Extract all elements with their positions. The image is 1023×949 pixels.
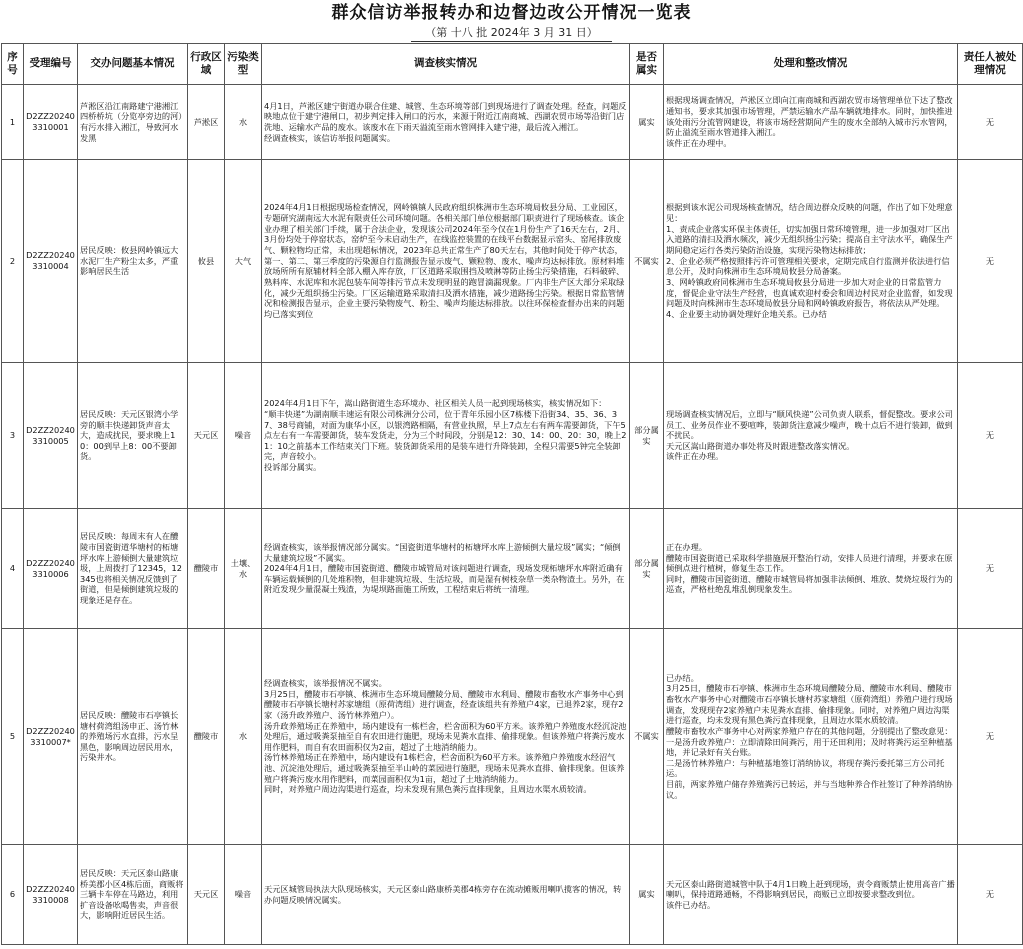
cell-code: D2ZZ202403310001 xyxy=(24,85,78,160)
table-row xyxy=(2,845,1023,945)
investigation-text: 4月1日，芦淞区建宁街道办联合住建、城管、生态环境等部门到现场进行了调查处理。经查，问题反映地点位于建宁港闸口，初步判定排入闸口的污水，来源于附近江南商城、西湖农贸市场等沿街门店洗地、运输水产品的废水。该废水在下雨天溢流至雨水管网排入建宁港，最后流入湘江。 经调查核实，该信访举报问题属实。 xyxy=(264,100,627,143)
cell-code: D2ZZ202403310006 xyxy=(24,509,78,629)
cell-area: 攸县 xyxy=(188,160,225,363)
table-header-row xyxy=(2,44,1023,85)
table-row xyxy=(2,509,1023,629)
cell-code: D2ZZ202403310004 xyxy=(24,160,78,363)
header-fact: 是否属实 xyxy=(630,44,664,85)
cell-seq: 1 xyxy=(2,85,24,160)
cell-type: 水 xyxy=(225,85,262,160)
handling-text: 天元区泰山路街道城管中队于4月1日晚上赶到现场，责令商贩禁止使用高音广播喇叭，保持道路通畅，不得影响到居民，商贩已立即按要求整改到位。 该件已办结。 xyxy=(666,878,955,910)
cell-investigation xyxy=(262,629,630,845)
cell-investigation xyxy=(262,85,630,160)
cell-handling xyxy=(664,85,958,160)
header-area: 行政区域 xyxy=(188,44,225,85)
investigation-text: 2024年4月1日下午，嵩山路街道生态环境办、社区相关人员一起到现场核实，核实情况如下： “顺丰快递”为湖南顺丰速运有限公司株洲分公司，位于青年乐园小区7栋楼下沿街34、35、36、37、38号商铺，对面为康华小区，以银湾路相隔，有营业执照，早上7点左右有两车需要卸货，下午5点左右有一车需要卸货，装车发货走，分为三个时间段，分别是12：30、14：00、20：30，晚上21：10之前基本工作结束关门下班。装货卸货采用的是装车进行升降装卸，全程只需要5钟完全装卸完，声音较小。 投诉部分属实。 xyxy=(264,398,627,473)
cell-code: D2ZZ202403310008 xyxy=(24,845,78,945)
complaint-table xyxy=(1,43,1023,945)
cell-investigation xyxy=(262,363,630,509)
investigation-text: 2024年4月1日根据现场检查情况，网岭镇镇人民政府组织株洲市生态环境局攸县分局、工业园区，专题研究湖南远大水泥有限责任公司环境问题。各相关部门单位根据部门职责进行了现场核查。该企业办理了相关部门手续，属于合法企业，发现该公司2024年至今仅在1月份生产了16天左右，2月、3月份均处于停窑状态，窑炉至今未启动生产，在线监控装置的在线平台数据显示窑头、窑尾排放废气、颗粒物均正常，未出现超标情况，2023年总共正常生产了80天左右，其他时间处于停产状态，第一、第二、第三季度的污染源自行监测报告显示废气、颗粒物、废水、噪声均达标排放。原材料堆放场所所有原辅材料全部入棚入库存放，厂区道路采取围挡及喷淋等防止扬尘污染措施，石料破碎、熟料库、水泥库和水泥包装车间等排污节点未发现明显的跑冒滴漏现象。厂内非生产区大部分采取绿化，减少无组织扬尘污染。厂区运输道路采取清扫及洒水措施，减少道路扬尘污染。根据日常监管情况和检测报告显示，企业主要污染物废气、粉尘、噪声均能达标排放。以往环保检查督办出来的问题均已落实到位 xyxy=(264,202,625,319)
cell-type: 噪音 xyxy=(225,363,262,509)
cell-responsible: 无 xyxy=(958,509,1023,629)
cell-code: D2ZZ202403310005 xyxy=(24,363,78,509)
handling-text: 已办结。 3月25日，醴陵市石亭镇、株洲市生态环境局醴陵分局、醴陵市水利局、醴陵市畜牧水产事务中心对醴陵市石亭镇长塘村苏家塘组（原荷湾组）养殖户进行现场调查，发现现存2家养殖户未见粪水直排、偷排现象。同时，对养殖户周边沟渠进行巡查，均未发现有黑色粪污直排现象，且周边水渠水质较清。 醴陵市畜牧水产事务中心对两家养殖户存在的其他问题，分别提出了整改意见： 一是汤升政养殖户：立即清除田间粪污，用于还田利用；及时将粪污运至种植基地，并记录好有关台账。 二是汤竹林养殖户：与种植基地签订消纳协议，将现存粪污委托第三方公司托运。 目前，两家养殖户储存养殖粪污已转运，并与当地种养合作社签订了种养消纳协议。 xyxy=(666,672,953,800)
handling-text: 根据到该水泥公司现场核查情况，结合周边群众反映的问题，作出了如下处理意见： 1、责成企业落实环保主体责任，切实加强日常环境管理，进一步加强对厂区出入道路的清扫及洒水频次，减少无组织扬尘污染；提高自主守法水平，确保生产期间稳定运行各类污染防治设施，实现污染物达标排放； 2、企业必须严格按照排污许可管理相关要求，定期完成自行监测并依法进行信息公开，及时向株洲市生态环境局攸县分局备案。 3、网岭镇政府同株洲市生态环境局攸县分局进一步加大对企业的日常监管力度，督促企业守法生产经营，也真诚欢迎村委会和周边村民对企业监督，如发现问题及时向株洲市生态环境局攸县分局和网岭镇政府报告，将依法从严处理。 4、企业要主动协调处理好企地关系。已办结 xyxy=(666,202,953,319)
cell-fact: 不属实 xyxy=(630,629,664,845)
cell-problem: 居民反映：每周末有人在醴陵市国瓷街道华塘村的柘塘坪水库上游倾倒大量建筑垃圾，上周拨打了12345，12345也将相关情况反馈到了街道，但是倾倒建筑垃圾的现象还是存在。 xyxy=(78,509,188,629)
cell-handling xyxy=(664,160,958,363)
cell-investigation xyxy=(262,845,630,945)
cell-problem: 居民反映：醴陵市石亭镇长塘村荷湾组汤申正、汤竹林的养殖场污水直排，污水呈黑色，影响周边居民用水，污染井水。 xyxy=(78,629,188,845)
table-row xyxy=(2,85,1023,160)
cell-handling xyxy=(664,363,958,509)
batch-subtitle xyxy=(1,25,1022,41)
header-investigation: 调查核实情况 xyxy=(262,44,630,85)
document-title: 群众信访举报转办和边督边改公开情况一览表 xyxy=(331,3,692,23)
table-row xyxy=(2,629,1023,845)
cell-handling xyxy=(664,509,958,629)
cell-code: D2ZZ202403310007* xyxy=(24,629,78,845)
cell-fact: 部分属实 xyxy=(630,363,664,509)
header-seq: 序号 xyxy=(2,44,24,85)
cell-type: 水 xyxy=(225,629,262,845)
cell-type: 噪音 xyxy=(225,845,262,945)
header-type: 污染类型 xyxy=(225,44,262,85)
cell-responsible: 无 xyxy=(958,845,1023,945)
cell-responsible: 无 xyxy=(958,363,1023,509)
header-responsible: 责任人被处理情况 xyxy=(958,44,1023,85)
header-handling: 处理和整改情况 xyxy=(664,44,958,85)
cell-responsible: 无 xyxy=(958,85,1023,160)
document-page xyxy=(0,1,1023,949)
cell-seq: 3 xyxy=(2,363,24,509)
investigation-text: 经调查核实，该举报情况部分属实。“国瓷街道华塘村的柘塘坪水库上游倾倒大量垃圾”属实；“倾倒大量建筑垃圾”不属实。 2024年4月1日，醴陵市国瓷街道、醴陵市城管局对该问题进行调查，现场发现柘塘坪水库附近确有车辆运载倾倒的几处堆积物，但非建筑垃圾、生活垃圾，而是湿有树枝杂草一类杂物渣土。另外，在附近发现少量混凝土残渣，为堤坝路面施工所致，工程结束后将统一清理。 xyxy=(264,541,625,595)
batch-subtitle-text: （第 十八 批 2024年 3 月 31 日） xyxy=(411,25,611,42)
cell-seq: 5 xyxy=(2,629,24,845)
handling-text: 正在办理。 醴陵市国瓷街道已采取科学措施展开整治行动，安排人员进行清理，并要求在原倾倒点进行植树，修复生态工作。 同时，醴陵市国瓷街道、醴陵市城管局将加强非法倾倒、堆放、焚烧垃圾行为的巡查，严格杜绝乱堆乱倒现象发生。 xyxy=(666,541,953,595)
handling-text: 根据现场调查情况，芦淞区立即向江南商城和西湖农贸市场管理单位下达了整改通知书，要求其加强市场管理，严禁运输水产品车辆就地排水。同时，加快推进该处雨污分流管网建设，将该市场经营期间产生的废水全部纳入城市污水管网，防止溢流至雨水管道排入湘江。 该件正在办理中。 xyxy=(666,95,953,148)
cell-problem: 芦淞区沿江南路建宁港湘江四桥桥坑（分览亭旁边的河）有污水排入湘江，导致河水发黑 xyxy=(78,85,188,160)
cell-fact: 属实 xyxy=(630,85,664,160)
cell-area: 天元区 xyxy=(188,845,225,945)
cell-handling xyxy=(664,629,958,845)
cell-investigation xyxy=(262,509,630,629)
header-code: 受理编号 xyxy=(24,44,78,85)
investigation-text: 经调查核实，该举报情况不属实。 3月25日，醴陵市石亭镇、株洲市生态环境局醴陵分局、醴陵市水利局、醴陵市畜牧水产事务中心到醴陵市石亭镇长塘村苏家塘组（原荷湾组）进行调查，经查该组共有养殖户4家，已退养2家，现存2家（汤升政养殖户、汤竹林养殖户）。 汤升政养殖场正在养殖中，场内建设有一栋栏舍，栏舍面积为60平方米。该养殖户养殖废水经沉淀池处理后，通过吸粪泵抽至自有农田进行施肥，现场未见粪水直排、偷排现象。但该养殖户将粪污废水用作肥料，而自有农田面积仅为2亩，超过了土地消纳能力。 汤竹林养殖场正在养殖中，场内建设有1栋栏舍，栏舍面积为60平方米。该养殖户养殖废水经沼气池、沉淀池处理后，通过吸粪泵抽至半山岭的菜园进行施肥，现场未见粪水直排、偷排现象。但该养殖户将粪污废水用作肥料，而菜园面积仅为1亩，超过了土地消纳能力。 同时，对养殖户周边沟渠进行巡查，均未发现有黑色粪污直排现象，且周边水渠水质较清。 xyxy=(264,677,627,795)
cell-handling xyxy=(664,845,958,945)
table-row xyxy=(2,160,1023,363)
handling-text: 现场调查核实情况后，立即与“顺风快递”公司负责人联系，督促整改。要求公司员工、业务员作业不要喧哗，装卸货注意减少噪声，晚十点后不进行装卸，做到不扰民。 天元区嵩山路街道办事处将及时跟进整改落实情况。 该件正在办理。 xyxy=(666,408,953,462)
cell-seq: 4 xyxy=(2,509,24,629)
cell-fact: 属实 xyxy=(630,845,664,945)
cell-area: 醴陵市 xyxy=(188,629,225,845)
cell-seq: 2 xyxy=(2,160,24,363)
cell-area: 醴陵市 xyxy=(188,509,225,629)
cell-responsible: 无 xyxy=(958,629,1023,845)
cell-fact: 不属实 xyxy=(630,160,664,363)
table-row xyxy=(2,363,1023,509)
cell-type: 大气 xyxy=(225,160,262,363)
cell-problem: 居民反映：攸县网岭镇远大水泥厂生产粉尘太多，严重影响居民生活 xyxy=(78,160,188,363)
cell-investigation xyxy=(262,160,630,363)
cell-area: 天元区 xyxy=(188,363,225,509)
cell-problem: 居民反映：天元区泰山路康桥美郡小区4栋后面，商贩将三辆卡车停在马路边，利用扩音设备吆喝售卖，声音很大，影响附近居民生活。 xyxy=(78,845,188,945)
cell-area: 芦淞区 xyxy=(188,85,225,160)
cell-responsible: 无 xyxy=(958,160,1023,363)
cell-type: 土壤、水 xyxy=(225,509,262,629)
cell-fact: 部分属实 xyxy=(630,509,664,629)
header-problem: 交办问题基本情况 xyxy=(78,44,188,85)
investigation-text: 天元区城管局执法大队现场核实，天元区泰山路康桥美郡4栋旁存在流动摊贩用喇叭揽客的情况，转办问题反映情况属实。 xyxy=(264,883,622,905)
cell-seq: 6 xyxy=(2,845,24,945)
cell-problem: 居民反映：天元区银湾小学旁的顺丰快递卸货声音太大，造成扰民，要求晚上10：00到早上8：00不要卸货。 xyxy=(78,363,188,509)
